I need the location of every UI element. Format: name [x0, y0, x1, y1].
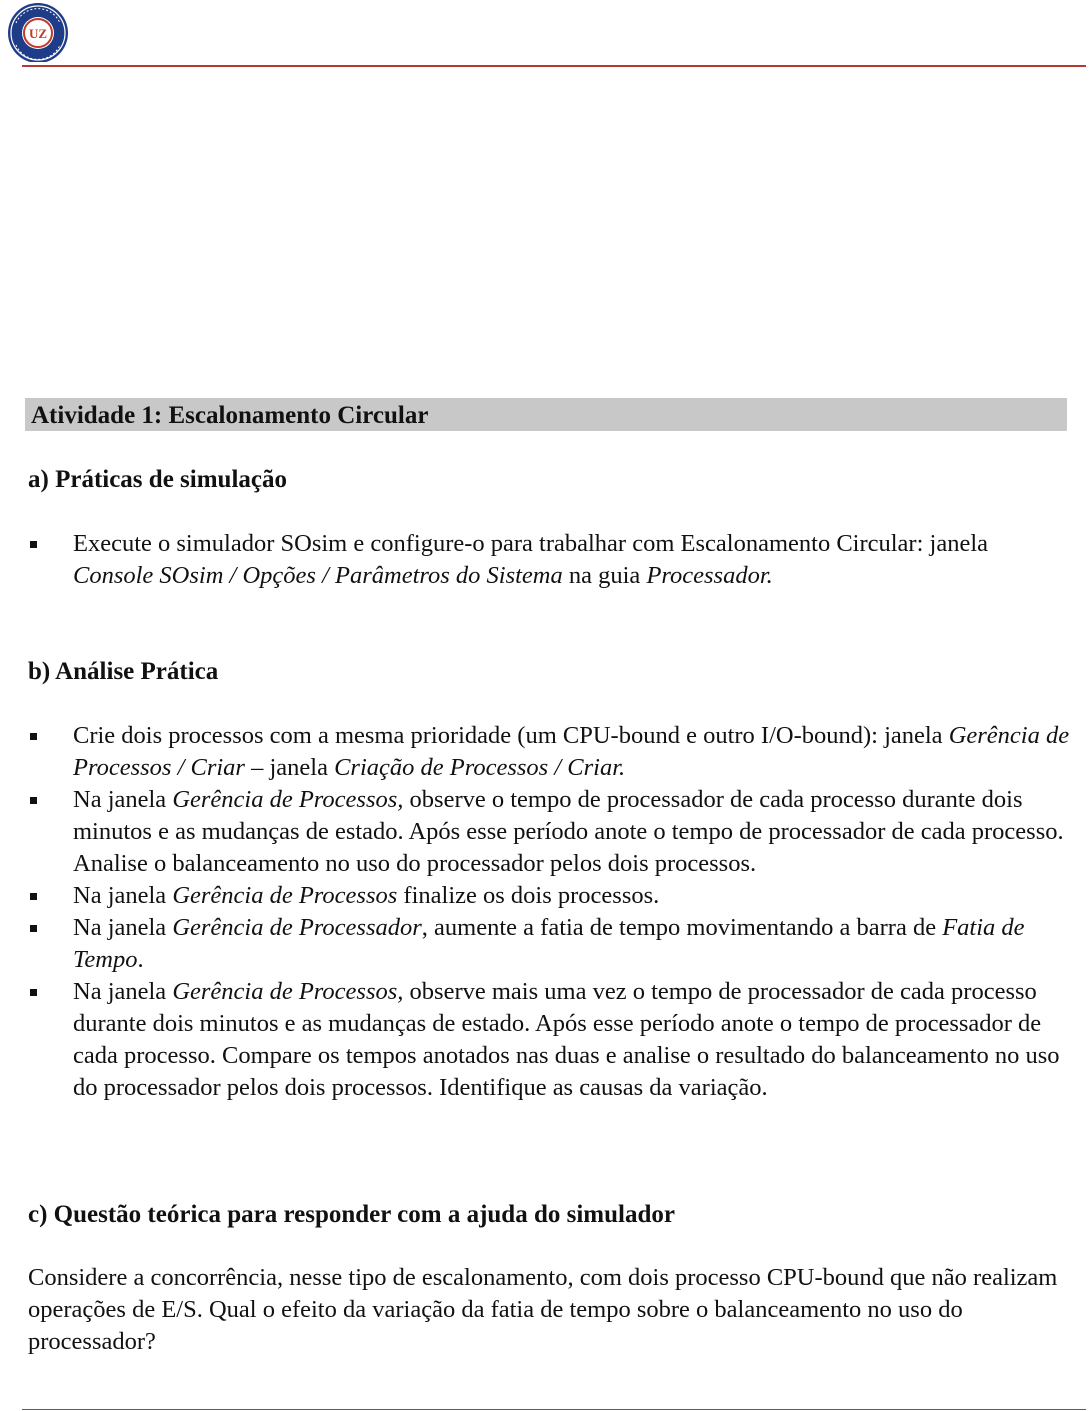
- section-a-list: [28, 528, 1074, 592]
- list-item: Na janela Gerência de Processos, observe mais uma vez o tempo de processador de cada processo durante dois minutos e as mudanças de estado. Após esse período anote o tempo de processador de cada processo. Compare os tempos anotados nas duas e analise o resultado do balanceamento no uso do processador pelos dois processos. Identifique as causas da variação.: [28, 976, 1074, 1104]
- list-item: Execute o simulador SOsim e configure-o para trabalhar com Escalonamento Circular: janela Console SOsim / Opções / Parâmetros do Sistema na guia Processador.: [28, 528, 1074, 592]
- list-item: Crie dois processos com a mesma prioridade (um CPU-bound e outro I/O-bound): janela Gerência de Processos / Criar – janela Criação de Processos / Criar.: [28, 720, 1074, 784]
- section-c-heading: c) Questão teórica para responder com a ajuda do simulador: [28, 1201, 675, 1228]
- svg-text:UZ: UZ: [28, 26, 48, 41]
- section-a-heading: a) Práticas de simulação: [28, 466, 287, 493]
- footer-rule: [22, 1409, 1086, 1410]
- list-item: Na janela Gerência de Processos finalize os dois processos.: [28, 880, 1074, 912]
- section-c-paragraph: Considere a concorrência, nesse tipo de escalonamento, com dois processo CPU-bound que não realizam operações de E/S. Qual o efeito da variação da fatia de tempo sobre o balanceamento no uso do processador?: [28, 1264, 1058, 1355]
- section-b-list: [28, 720, 1074, 1104]
- section-b-heading: b) Análise Prática: [28, 658, 219, 685]
- activity-title: Atividade 1: Escalonamento Circular: [25, 398, 1067, 431]
- university-seal-icon: [2, 2, 70, 62]
- list-item: Na janela Gerência de Processos, observe o tempo de processador de cada processo durante dois minutos e as mudanças de estado. Após esse período anote o tempo de processador de cada processo. Analise o balanceamento no uso do processador pelos dois processos.: [28, 784, 1074, 880]
- list-item: Na janela Gerência de Processador, aumente a fatia de tempo movimentando a barra de Fatia de Tempo.: [28, 912, 1074, 976]
- header-rule: [22, 65, 1086, 67]
